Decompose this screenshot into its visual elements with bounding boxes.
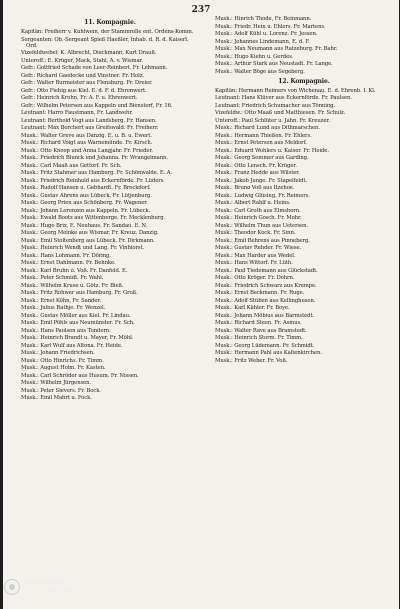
list-item: Gefr.: Gottfried Schade von Leer-Reinbert. Fr. Lehmann. [21, 65, 168, 72]
list-item: Musk.: Hermann Pahl aus Kaltenkirchen. [215, 350, 322, 357]
entry-list [21, 29, 199, 401]
list-item: Musk.: Karl Kähler. Fr. Boye. [215, 305, 290, 312]
list-item: Musk.: Otto Lensch. Fr. Krüger. [215, 162, 297, 169]
page-number: 237 [191, 5, 211, 15]
list-item: Musk.: Wilhelm Thun aus Uetersen. [215, 222, 309, 229]
logo-line: Landesbibliothek [22, 580, 65, 586]
left-column [21, 16, 199, 403]
list-item: Kapitän: Freiherr v. Kuhlwein, der Stammrolle ent. Ordens-Komm. [21, 29, 194, 36]
list-item: Musk.: Carl Groth aus Elmshorn. [215, 207, 301, 214]
list-item: Musk.: Karl Wulf aus Altona. Fr. Heide. [21, 342, 123, 349]
list-item: Musk.: Otto Knoop und Anna Langjahr. Fr. Frieder. [21, 147, 153, 154]
list-item: Musk.: Fritz Rohwer aus Hamburg. Fr. Groß. [21, 290, 138, 297]
list-item: Musk.: Carl Schröder aus Husum. Fr. Nissen. [21, 372, 139, 379]
list-item: Musk.: Hugo Brix, E. Neuhaus. Fr. Sandau. E. N. [21, 222, 148, 229]
list-item: Musk.: Rudolf Hansen u. Gebhardt. Fr. Brockdorf. [21, 185, 151, 192]
list-item: Musk.: Ewald Bootz aus Wittenberge. Fr. Mecklenburg. [21, 215, 166, 222]
list-item: Gefr.: Heinrich Krohn. Fr. A. F. u. Ehrenwert. [21, 95, 138, 102]
list-item: Musk.: Peter Schmidt. Fr. Wahl. [21, 275, 104, 282]
right-column [215, 16, 393, 365]
list-item: Musk.: Johann Lorenzen aus Kappeln. Fr. Lübeck. [21, 207, 151, 214]
list-item: Musk.: Albert Rahlf u. Heins. [215, 200, 291, 207]
list-item: Musk.: Ernst Dahlmann. Fr. Behnke. [21, 260, 116, 267]
list-item: Musk.: Walter Böge aus Segeberg. [215, 68, 305, 75]
list-item: Leutnant: Max Borchert aus Greifswald. Fr. Freiherr. [21, 125, 159, 132]
list-item: Musk.: Ernst Köhn, Fr. Sander. [21, 297, 101, 304]
list-item: Gefr.: Wilhelm Petersen aus Kappeln und Bienstorf, Fr. 16. [21, 102, 173, 109]
list-item: Musk.: Hans Wittorf. Fr. Lüth. [215, 260, 293, 267]
list-item: Musk.: Georg Prien aus Schönberg. Fr. Wagener. [21, 200, 148, 207]
list-item: Musk.: Georg Sommer aus Garding. [215, 155, 309, 162]
list-item: Musk.: Friedr. Hein u. Ehlers. Fr. Martens. [215, 23, 326, 30]
section-heading: 12. Kompagnie. [278, 77, 330, 85]
entry-list [215, 16, 393, 75]
list-item: Musk.: Friedrich Blunck und Johanna. Fr. Wrangelmann. [21, 155, 168, 162]
list-item: Musk.: Fritz Weber. Fr. Voß. [215, 357, 288, 364]
list-item: Musk.: Hinrich Thode, Fr. Beinmann. [215, 16, 312, 22]
list-item: Musk.: Theodor Kock. Fr. Sinn. [215, 230, 296, 237]
list-item: Musk.: Hugo Kiehn u. Gerdes. [215, 53, 294, 60]
list-item: Musk.: Gustav Rehder. Fr. Wiese. [215, 245, 302, 252]
list-item: Musk.: Heinrich Brandt u. Mayer, Fr. Möhl. [21, 335, 134, 342]
list-item: Musk.: Adolf Kühl u. Lorenz. Fr. Jessen. [215, 31, 318, 37]
list-item: Musk.: Hans Lohmann. Fr. Döring. [21, 252, 111, 259]
section-heading: 11. Kompagnie. [84, 19, 136, 26]
list-item: Musk.: Franz Hedde aus Wilster. [215, 170, 300, 177]
list-item: Musk.: Heinrich Storm. Fr. Timm. [215, 335, 303, 342]
list-item: Musk.: Walter Rave aus Bramstedt. [215, 327, 307, 334]
list-item: Musk.: Walter Greve aus Danzig. E. u. B. u. Ewert. [21, 132, 152, 139]
list-item: Musk.: Johann Friedrichsen. [21, 350, 95, 357]
list-item: Gefr.: Otto Fiebig aus Kiel. E. d. F. d. Ehrenwert. [21, 87, 147, 94]
list-item: Vizefeldw.: Otto Maaß und Matthiesen. Fr. Schulz. [215, 110, 346, 117]
document-page [3, 0, 399, 609]
logo-line: Mecklenburg-Vorpommern [22, 587, 88, 593]
list-item: Musk.: Paul Tiedemann aus Glückstadt. [215, 267, 318, 274]
list-item: Kapitän: Hermann Reimers von Wichenau. E. d. Ehrenb. I. Kl. [215, 87, 376, 94]
list-item: Unteroff.: E. Krüger, Mack, Stahl, A. v. Wismar. [21, 57, 143, 64]
list-item: Musk.: Georg Lüdemann. Fr. Schmidt. [215, 342, 315, 349]
list-item: Musk.: Johannes Lindemann, E. d. F. [215, 38, 310, 45]
list-item: Gefr.: Richard Gaedecke und Vinstner. Fr. Holz. [21, 72, 145, 79]
list-item: Musk.: Peter Sievers. Fr. Bock. [21, 387, 101, 394]
list-item: Musk.: Carl Maaß aus Gettorf. Fr. Sch. [21, 162, 122, 169]
list-item: Musk.: Gustav Ahrens aus Lübeck. Fr. Lütjenburg. [21, 192, 152, 199]
list-item: Musk.: Friedrich Schwarz aus Krempe. [215, 282, 317, 289]
list-item: Musk.: Otto Kröger. Fr. Dohrn. [215, 275, 295, 282]
list-item: Musk.: Eduard Wohlers u. Kaiser. Fr. Heide. [215, 147, 329, 154]
list-item: Musk.: Karl Bruhn u. Voß. Fr. Danfeld. E. [21, 267, 128, 274]
list-item: Musk.: Emil Mahrt u. Fock. [21, 395, 92, 402]
list-item: Musk.: Bruno Voß aus Itzehoe. [215, 185, 295, 192]
list-item: Musk.: Max Harder aus Wedel. [215, 252, 296, 259]
list-item: Musk.: Hans Paulsen aus Tondern. [21, 327, 111, 334]
list-item: Leutnant: Friedrich Schumacher aus Tönning. [215, 102, 336, 109]
list-item: Musk.: Wilhelm Jürgensen. [21, 380, 92, 387]
list-item: Musk.: Ludwig Glüsing. Fr. Reimers. [215, 192, 310, 199]
library-logo [4, 575, 88, 601]
list-item: Musk.: August Holm. Fr. Kasten. [21, 365, 106, 372]
list-item: Sergeanten: Ob.-Sergeant Spieß Haeßler, Inhab. d. R. d. Kaiserl. Ord. [21, 36, 189, 49]
list-item: Musk.: Emil Behrens aus Pinneberg. [215, 237, 310, 244]
list-item: Vizefeldwebel: K. Albrecht, Dieckmann, Kurt Drauß. [21, 50, 157, 57]
list-item: Musk.: Gustav Möller aus Kiel. Fr. Lindau. [21, 312, 131, 319]
list-item: Musk.: Max Neumann aus Ratzeburg. Fr. Bahr. [215, 46, 338, 52]
list-item: Musk.: Emil Stoltenberg aus Lübeck. Fr. Dirkmann. [21, 237, 155, 244]
list-item: Musk.: Hermann Thießen. Fr. Ehlers. [215, 132, 312, 139]
list-item: Musk.: Julius Rathje. Fr. Wenzel. [21, 305, 106, 312]
list-item: Musk.: Richard Lund aus Dithmarschen. [215, 125, 320, 132]
list-item: Musk.: Adolf Stüben aus Kellinghusen. [215, 297, 316, 304]
entry-list [215, 88, 393, 364]
list-item: Musk.: Richard Steen. Fr. Asmus. [215, 320, 302, 327]
list-item: Musk.: Heinrich Wendt und Lang. Fr. Vinhiorst. [21, 245, 145, 252]
list-item: Leutnant: Berthold Vogt aus Landsberg. Fr. Hansen. [21, 117, 157, 124]
list-item: Musk.: Jakob Junge. Fr. Stapelfeldt. [215, 177, 308, 184]
list-item: Musk.: Emil Pöhls aus Neumünster. Fr. Sch. [21, 320, 135, 327]
list-item: Gefr.: Walter Burmeister aus Flensburg. Fr. Dreier. [21, 80, 153, 87]
list-item: Musk.: Wilhelm Kruse u. Götz. Fr. Bieß. [21, 282, 124, 289]
list-item: Musk.: Ernst Petersen aus Meldorf. [215, 140, 307, 147]
list-item: Unteroff.: Paul Schlüter u. Jahn. Fr. Kreuzer. [215, 117, 330, 124]
list-item: Musk.: Otto Hinrichs. Fr. Timm. [21, 357, 104, 364]
list-item: Musk.: Arthur Stark aus Neustadt. Fr. Lange. [215, 61, 333, 67]
list-item: Leutnant: Harro Faustmann, Fr. Landwehr. [21, 110, 133, 117]
list-item: Musk.: Heinrich Gosch. Fr. Mohr. [215, 215, 302, 222]
list-item: Leutnant: Hans Klüver aus Eckernförde. Fr. Paulsen. [215, 95, 352, 102]
library-seal-icon [4, 579, 20, 595]
list-item: Musk.: Fritz Stahmer aus Hamburg. Fr. Schönwalde. E. A. [21, 170, 173, 177]
list-item: Musk.: Friedrich Reinhold aus Eckernförde. Fr. Lüders. [21, 177, 165, 184]
list-item: Musk.: Ernst Beckmann. Fr. Ruge. [215, 290, 305, 297]
list-item: Musk.: Richard Voigt aus Warnemünde. Fr. Kirsch. [21, 140, 153, 147]
list-item: Musk.: Georg Meinke aus Wismar. Fr. Kreuz. Danzig. [21, 230, 159, 237]
list-item: Musk.: Johann Möbius aus Barmstedt. [215, 312, 315, 319]
